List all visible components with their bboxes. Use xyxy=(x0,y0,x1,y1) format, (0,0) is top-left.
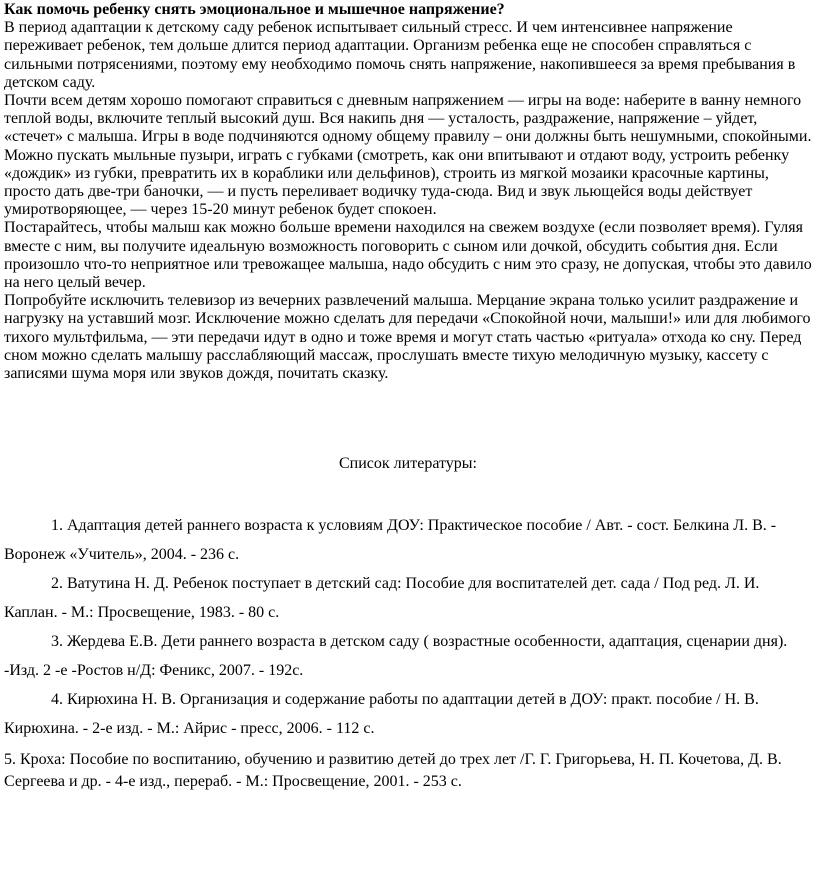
bibliography-item-4: 4. Кирюхина Н. В. Организация и содержание работы по адаптации детей в ДОУ: практ. пособие / Н. В. Кирюхина. - 2-е изд. - М.: Айрис - пресс, 2006. - 112 с. xyxy=(4,691,759,738)
paragraph-water-games: Почти всем детям хорошо помогают справиться с дневным напряжением — игры на воде: наберите в ванну немного теплой воды, включите теплый высокий душ. Вся накипь дня — усталость, раздражение, напряжение – уйдет, «стечет» с малыша. Игры в воде подчиняются одному общему правилу – они должны быть нешумными, спокойными. xyxy=(4,92,812,146)
paragraph-fresh-air: Постарайтесь, чтобы малыш как можно больше времени находился на свежем воздухе (если позволяет время). Гуляя вместе с ним, вы получите идеальную возможность поговорить с сыном или дочкой, обсудить события дня. Если произошло что-то неприятное или тревожащее малыша, надо обсудить с ним это сразу, не допуская, чтобы это давило на него целый вечер. xyxy=(4,219,812,292)
bibliography-item-1: 1. Адаптация детей раннего возраста к условиям ДОУ: Практическое пособие / Авт. - сост. Белкина Л. В. - Воронеж «Учитель», 2004. - 236 с. xyxy=(4,517,777,564)
bibliography-item-3: 3. Жердева Е.В. Дети раннего возраста в детском саду ( возрастные особенности, адаптация, сценарии дня). -Изд. 2 -е -Ростов н/Д: Феникс, 2007. - 192с. xyxy=(4,633,788,680)
bibliography-heading: Список литературы: xyxy=(339,455,477,473)
bibliography-item-2: 2. Ватутина Н. Д. Ребенок поступает в детский сад: Пособие для воспитателей дет. сада / Под ред. Л. И. Каплан. - М.: Просвещение, 1983. - 80 с. xyxy=(4,575,760,622)
document-title: Как помочь ребенку снять эмоциональное и мышечное напряжение? xyxy=(4,1,505,18)
paragraph-no-tv: Попробуйте исключить телевизор из вечерних развлечений малыша. Мерцание экрана только усилит раздражение и нагрузку на уставший мозг. Исключение можно сделать для передачи «Спокойной ночи, малыши!» или для любимого тихого мультфильма, — эти передачи идут в одно и тоже время и могут стать частью «ритуала» отхода ко сну. Перед сном можно сделать малышу расслабляющий массаж, прослушать вместе тихую мелодичную музыку, кассету с записями шума моря или звуков дождя, почитать сказку. xyxy=(4,292,811,383)
bibliography-item-5: 5. Кроха: Пособие по воспитанию, обучению и развитию детей до трех лет /Г. Г. Григорьева, Н. П. Кочетова, Д. В. Сергеева и др. - 4-е изд., перераб. - М.: Просвещение, 2001. - 253 с. xyxy=(4,751,782,791)
paragraph-adaptation-stress: В период адаптации к детскому саду ребенок испытывает сильный стресс. И чем интенсивнее напряжение переживает ребенок, тем дольше длится период адаптации. Организм ребенка еще не способен справляться с сильными потрясениями, поэтому ему необходимо помочь снять напряжение, накопившееся за время пребывания в детском саду. xyxy=(4,19,796,91)
paragraph-soap-bubbles: Можно пускать мыльные пузыри, играть с губками (смотреть, как они впитывают и отдают воду, устроить ребенку «дождик» из губки, превратить их в кораблики или дельфинов), строить из мягкой мозаики красочные картины, просто дать две-три баночки, — и пусть переливает водичку туда-сюда. Вид и звук льющейся воды действует умиротворяющее, — через 15-20 минут ребенок будет спокоен. xyxy=(4,146,790,219)
bibliography-list xyxy=(4,511,812,793)
